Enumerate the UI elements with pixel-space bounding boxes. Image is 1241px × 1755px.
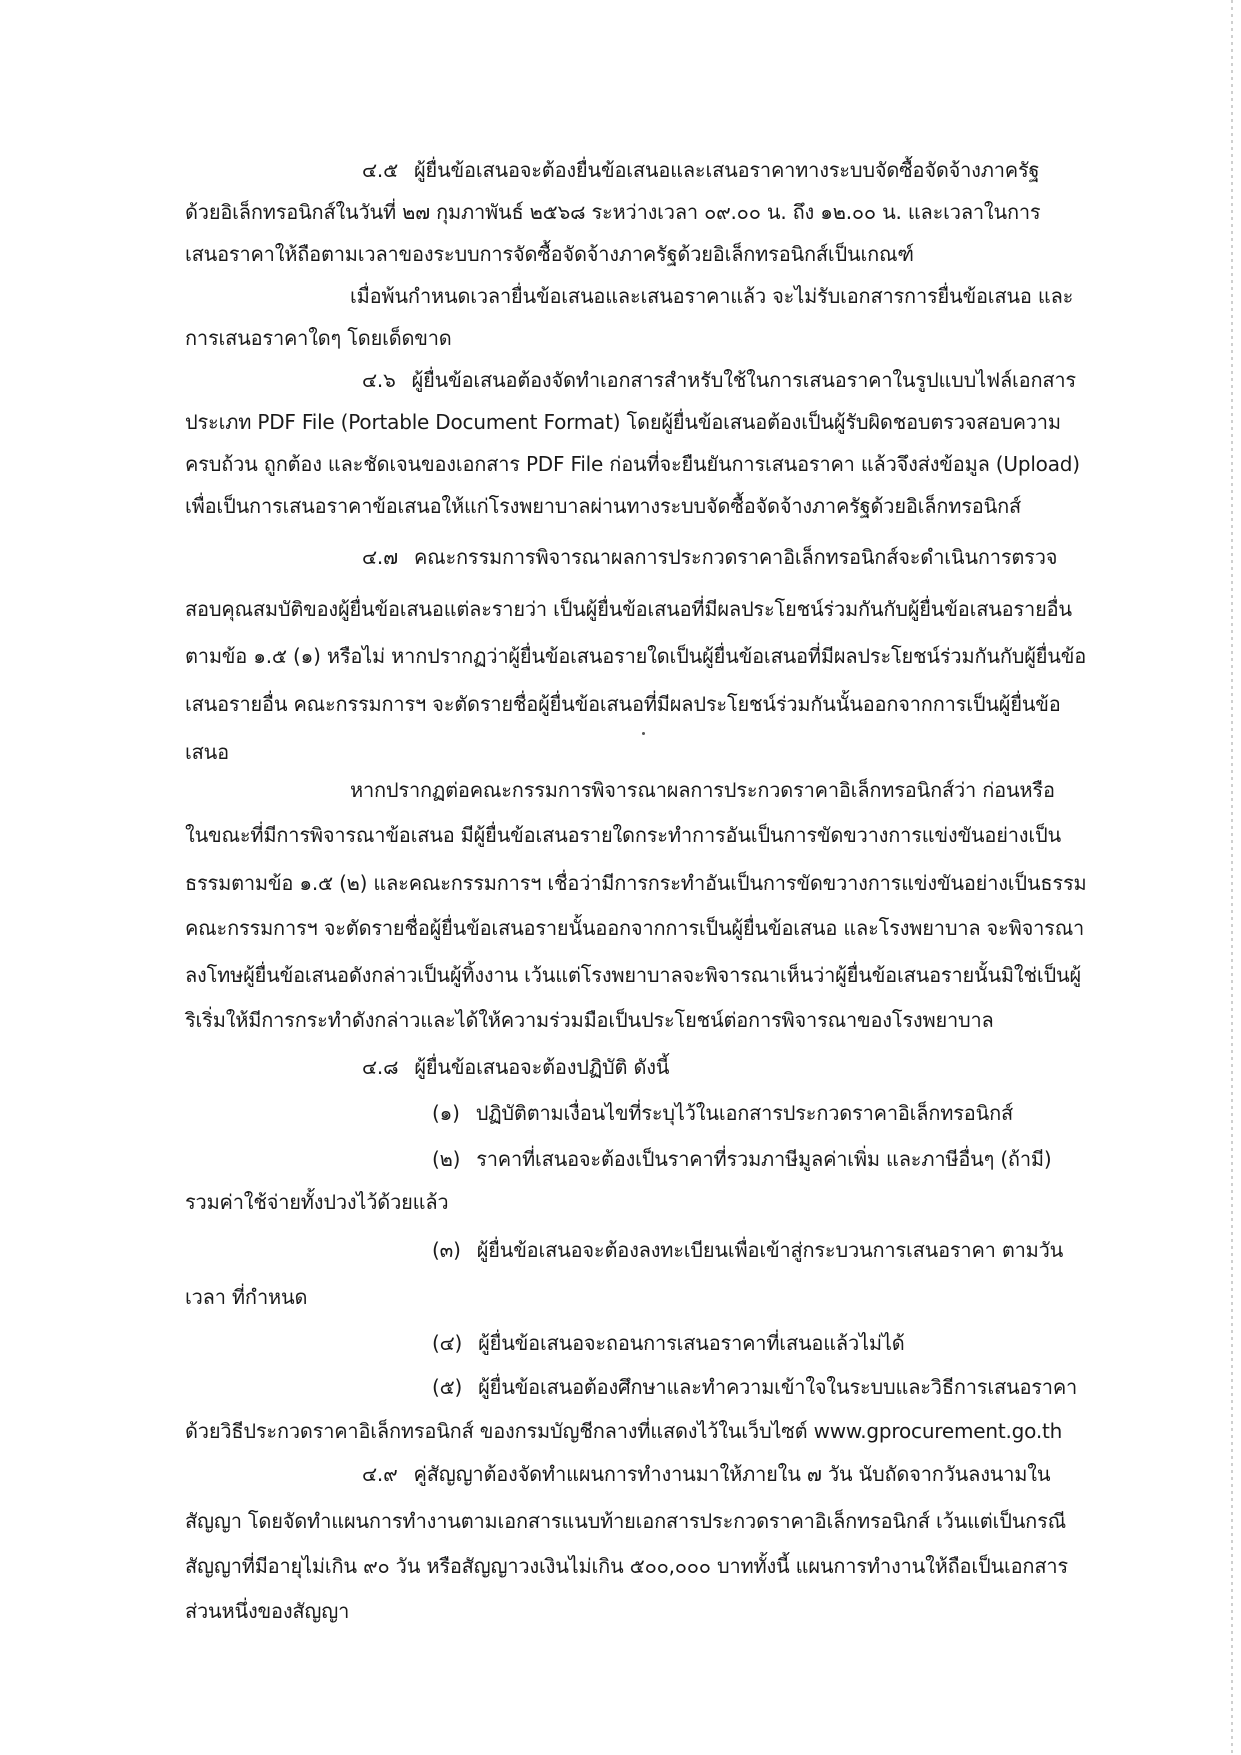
item-2 — [432, 1146, 1051, 1172]
item-5-continued: ด้วยวิธีประกวดราคาอิเล็กทรอนิกส์ ของกรมบัญชีกลางที่แสดงไว้ในเว็บไซต์ www.gprocurement.go.th — [185, 1419, 1063, 1443]
item-3 — [432, 1237, 1063, 1263]
clause-4-9-line-2: สัญญา โดยจัดทำแผนการทำงานตามเอกสารแนบท้ายเอกสารประกวดราคาอิเล็กทรอนิกส์ เว้นแต่เป็นกรณี — [185, 1509, 1066, 1533]
para-line-2: ในขณะที่มีการพิจารณาข้อเสนอ มีผู้ยื่นข้อเสนอรายใดกระทำการอันเป็นการขัดขวางการแข่งขันอย่างเป็น — [185, 823, 1061, 847]
item-5 — [432, 1374, 1077, 1400]
clause-4-5-line-5: การเสนอราคาใดๆ โดยเด็ดขาด — [185, 326, 452, 350]
item-1 — [432, 1100, 1013, 1126]
line-text: คู่สัญญาต้องจัดทำแผนการทำงานมาให้ภายใน ๗ วัน นับถัดจากวันลงนามใน — [413, 1462, 1051, 1486]
item-number: (๑) — [432, 1101, 460, 1125]
clause-4-7-line-5: เสนอ — [185, 740, 229, 764]
clause-4-6-line-3: ครบถ้วน ถูกต้อง และชัดเจนของเอกสาร PDF File ก่อนที่จะยืนยันการเสนอราคา แล้วจึงส่งข้อมูล (Upload) — [185, 452, 1080, 476]
clause-4-6-line-1 — [362, 367, 1076, 393]
clause-4-8-line-1 — [362, 1054, 669, 1080]
line-text: ผู้ยื่นข้อเสนอจะต้องลงทะเบียนเพื่อเข้าสู่กระบวนการเสนอราคา ตามวัน — [476, 1238, 1064, 1262]
item-number: (๒) — [432, 1147, 461, 1171]
line-text: ราคาที่เสนอจะต้องเป็นราคาที่รวมภาษีมูลค่าเพิ่ม และภาษีอื่นๆ (ถ้ามี) — [476, 1147, 1052, 1171]
clause-4-6-line-4: เพื่อเป็นการเสนอราคาข้อเสนอให้แก่โรงพยาบาลผ่านทางระบบจัดซื้อจัดจ้างภาครัฐด้วยอิเล็กทรอนิกส์ — [185, 494, 1021, 518]
clause-number: ๔.๙ — [362, 1462, 398, 1486]
clause-number: ๔.๘ — [362, 1055, 399, 1079]
clause-4-7-line-1 — [362, 544, 1057, 570]
item-2-continued: รวมค่าใช้จ่ายทั้งปวงไว้ด้วยแล้ว — [185, 1190, 449, 1214]
item-4 — [432, 1330, 905, 1356]
para-line-1: หากปรากฏต่อคณะกรรมการพิจารณาผลการประกวดราคาอิเล็กทรอนิกส์ว่า ก่อนหรือ — [350, 778, 1055, 802]
scan-speck — [642, 732, 645, 735]
item-number: (๕) — [432, 1375, 463, 1399]
item-3-continued: เวลา ที่กำหนด — [185, 1285, 308, 1309]
clause-4-5-line-1 — [362, 157, 1039, 183]
scan-edge-mark — [1231, 0, 1233, 1755]
clause-4-9-line-1 — [362, 1461, 1050, 1487]
clause-number: ๔.๗ — [362, 545, 398, 569]
clause-4-7-line-4: เสนอรายอื่น คณะกรรมการฯ จะตัดรายชื่อผู้ยื่นข้อเสนอที่มีผลประโยชน์ร่วมกันนั้นออกจากการเป็นผู้ยื่นข้อ — [185, 692, 1061, 716]
clause-4-9-line-3: สัญญาที่มีอายุไม่เกิน ๙๐ วัน หรือสัญญาวงเงินไม่เกิน ๕๐๐,๐๐๐ บาททั้งนี้ แผนการทำงานให้ถือเป็นเอกสาร — [185, 1554, 1068, 1578]
clause-4-9-line-4: ส่วนหนึ่งของสัญญา — [185, 1599, 350, 1623]
line-text: ผู้ยื่นข้อเสนอต้องศึกษาและทำความเข้าใจในระบบและวิธีการเสนอราคา — [478, 1375, 1078, 1399]
clause-number: ๔.๖ — [362, 368, 396, 392]
line-text: ผู้ยื่นข้อเสนอจะถอนการเสนอราคาที่เสนอแล้วไม่ได้ — [478, 1331, 905, 1355]
line-text: คณะกรรมการพิจารณาผลการประกวดราคาอิเล็กทรอนิกส์จะดำเนินการตรวจ — [413, 545, 1058, 569]
clause-number: ๔.๕ — [362, 158, 399, 182]
para-line-3: ธรรมตามข้อ ๑.๕ (๒) และคณะกรรมการฯ เชื่อว่ามีการกระทำอันเป็นการขัดขวางการแข่งขันอย่างเป็นธรรม — [185, 871, 1087, 895]
clause-4-5-line-3: เสนอราคาให้ถือตามเวลาของระบบการจัดซื้อจัดจ้างภาครัฐด้วยอิเล็กทรอนิกส์เป็นเกณฑ์ — [185, 242, 914, 266]
line-text: ปฏิบัติตามเงื่อนไขที่ระบุไว้ในเอกสารประกวดราคาอิเล็กทรอนิกส์ — [475, 1101, 1013, 1125]
clause-4-7-line-2: สอบคุณสมบัติของผู้ยื่นข้อเสนอแต่ละรายว่า เป็นผู้ยื่นข้อเสนอที่มีผลประโยชน์ร่วมกันกับผู้ยื่นข้อเสนอรายอื่น — [185, 597, 1072, 621]
item-number: (๓) — [432, 1238, 461, 1262]
line-text: ผู้ยื่นข้อเสนอต้องจัดทำเอกสารสำหรับใช้ในการเสนอราคาในรูปแบบไฟล์เอกสาร — [411, 368, 1076, 392]
clause-4-7-line-3: ตามข้อ ๑.๕ (๑) หรือไม่ หากปรากฏว่าผู้ยื่นข้อเสนอรายใดเป็นผู้ยื่นข้อเสนอที่มีผลประโยชน์ร่วมกันกับผู้ยื่นข้อ — [185, 644, 1087, 668]
clause-4-5-line-4: เมื่อพ้นกำหนดเวลายื่นข้อเสนอและเสนอราคาแล้ว จะไม่รับเอกสารการยื่นข้อเสนอ และ — [350, 284, 1074, 308]
para-line-5: ลงโทษผู้ยื่นข้อเสนอดังกล่าวเป็นผู้ทิ้งงาน เว้นแต่โรงพยาบาลจะพิจารณาเห็นว่าผู้ยื่นข้อเสนอรายนั้นมิใช่เป็นผู้ — [185, 963, 1081, 987]
clause-4-5-line-2: ด้วยอิเล็กทรอนิกส์ในวันที่ ๒๗ กุมภาพันธ์ ๒๕๖๘ ระหว่างเวลา ๐๙.๐๐ น. ถึง ๑๒.๐๐ น. และเวลาในการ — [185, 200, 1041, 224]
para-line-4: คณะกรรมการฯ จะตัดรายชื่อผู้ยื่นข้อเสนอรายนั้นออกจากการเป็นผู้ยื่นข้อเสนอ และโรงพยาบาล จะพิจารณา — [185, 916, 1085, 940]
item-number: (๔) — [432, 1331, 463, 1355]
para-line-6: ริเริ่มให้มีการกระทำดังกล่าวและได้ให้ความร่วมมือเป็นประโยชน์ต่อการพิจารณาของโรงพยาบาล — [185, 1008, 994, 1032]
line-text: ผู้ยื่นข้อเสนอจะต้องยื่นข้อเสนอและเสนอราคาทางระบบจัดซื้อจัดจ้างภาครัฐ — [414, 158, 1040, 182]
clause-4-6-line-2: ประเภท PDF File (Portable Document Format) โดยผู้ยื่นข้อเสนอต้องเป็นผู้รับผิดชอบตรวจสอบความ — [185, 410, 1061, 434]
line-text: ผู้ยื่นข้อเสนอจะต้องปฏิบัติ ดังนี้ — [414, 1055, 670, 1079]
